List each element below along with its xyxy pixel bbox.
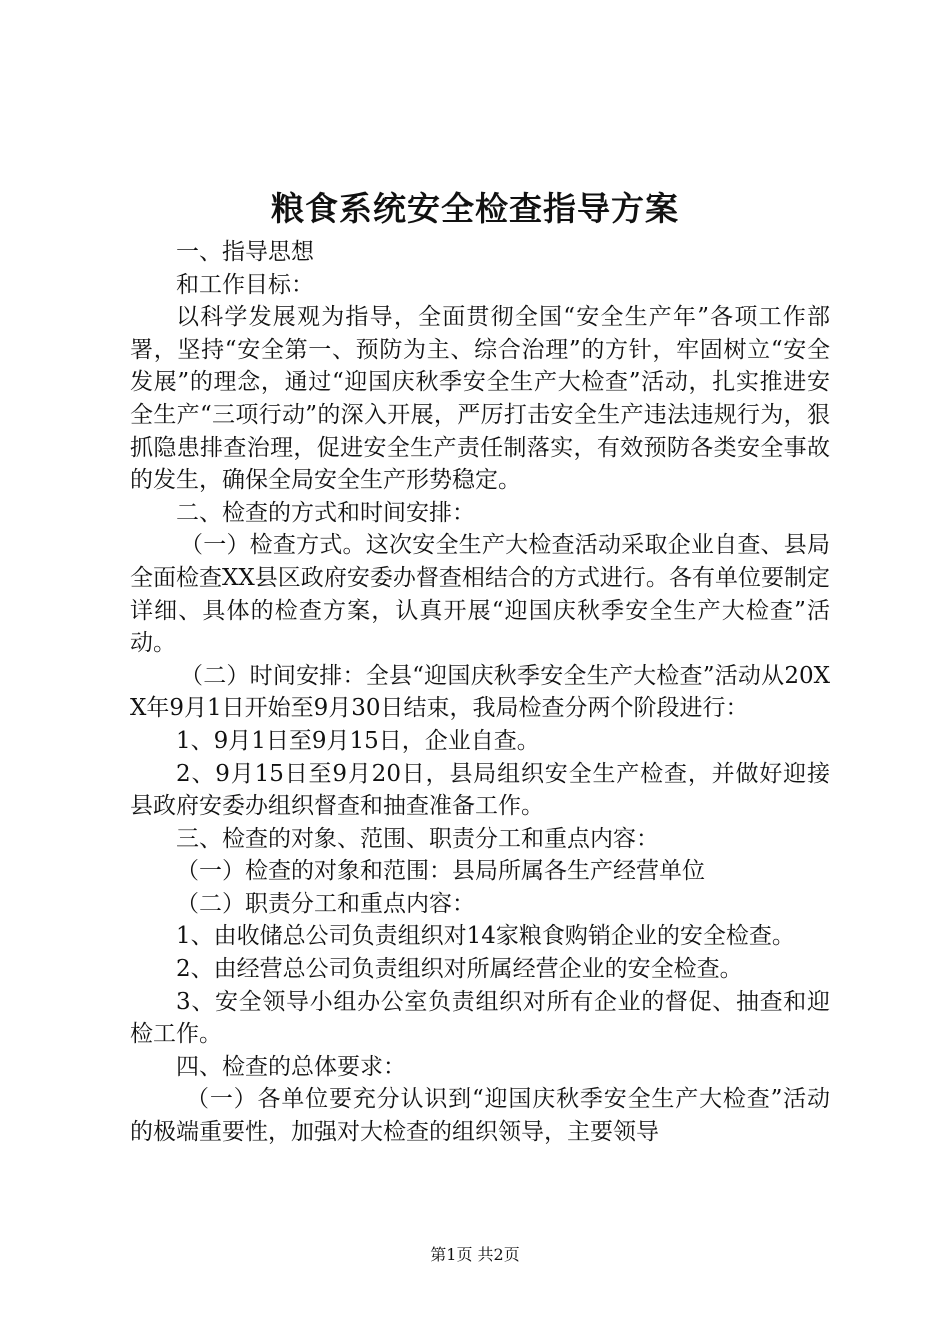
list-item: 2、由经营总公司负责组织对所属经营企业的安全检查。: [176, 956, 743, 983]
paragraph: （二）时间安排：全县“迎国庆秋季安全生产大检查”活动从20XX年9月1日开始至9月30日结束，我局检查分两个阶段进行：: [130, 662, 830, 722]
document-body: [130, 236, 830, 1149]
paragraph: （二）职责分工和重点内容：: [176, 890, 475, 917]
section-heading-1: 一、指导思想: [176, 239, 314, 265]
list-item: 3、安全领导小组办公室负责组织对所有企业的督促、抽查和迎检工作。: [130, 988, 830, 1048]
list-item: 1、9月1日至9月15日，企业自查。: [176, 727, 540, 754]
list-item: 2、9月15日至9月20日，县局组织安全生产检查，并做好迎接县政府安委办组织督查和抽查准备工作。: [130, 760, 830, 820]
document-title: 粮食系统安全检查指导方案: [271, 189, 679, 228]
paragraph: 和工作目标：: [176, 271, 314, 298]
paragraph: （一）各单位要充分认识到“迎国庆秋季安全生产大检查”活动的极端重要性，加强对大检查的组织领导，主要领导: [130, 1086, 830, 1146]
list-item: 1、由收储总公司负责组织对14家粮食购销企业的安全检查。: [176, 923, 795, 950]
paragraph: （一）检查方式。这次安全生产大检查活动采取企业自查、县局全面检查XX县区政府安委办督查相结合的方式进行。各有单位要制定详细、具体的检查方案，认真开展“迎国庆秋季安全生产大检查”活动。: [130, 532, 830, 657]
paragraph: 以科学发展观为指导，全面贯彻全国“安全生产年”各项工作部署，坚持“安全第一、预防为主、综合治理”的方针，牢固树立“安全发展”的理念，通过“迎国庆秋季安全生产大检查”活动，扎实推进安全生产“三项行动”的深入开展，严厉打击安全生产违法违规行为，狠抓隐患排查治理，促进安全生产责任制落实，有效预防各类安全事故的发生，确保全局安全生产形势稳定。: [130, 304, 830, 494]
section-heading-4: 四、检查的总体要求：: [176, 1053, 406, 1080]
section-heading-3: 三、检查的对象、范围、职责分工和重点内容：: [176, 825, 659, 852]
section-heading-2: 二、检查的方式和时间安排：: [176, 499, 475, 526]
page-footer: 第1页 共2页: [430, 1245, 520, 1264]
paragraph: （一）检查的对象和范围：县局所属各生产经营单位: [176, 858, 705, 885]
